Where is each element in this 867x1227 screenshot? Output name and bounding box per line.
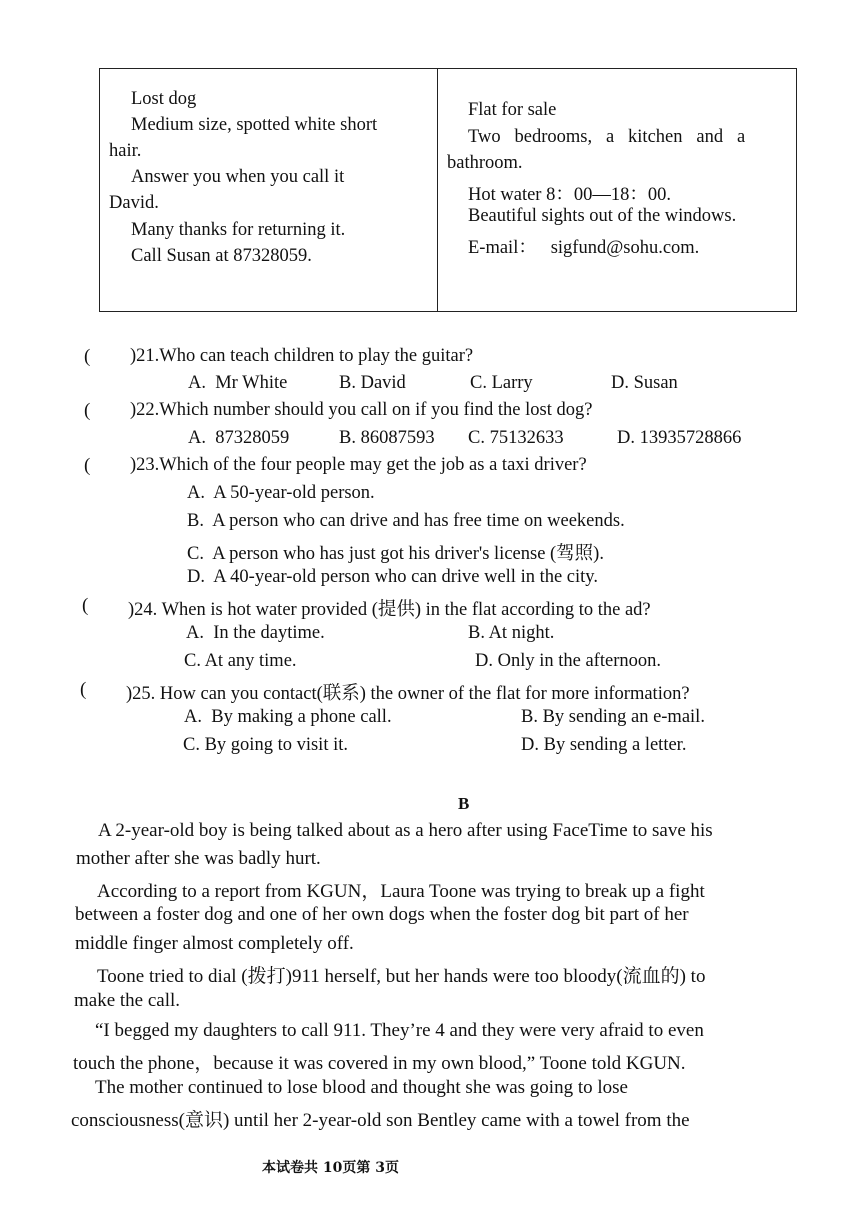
answer-paren[interactable]: ( [84, 455, 91, 476]
question-stem: )25. How can you contact(联系) the owner of the flat for more information? [126, 684, 690, 704]
option-a: A. 87328059 [188, 428, 290, 448]
question-stem: )23.Which of the four people may get the job as a taxi driver? [130, 455, 587, 475]
option-c: C. A person who has just got his driver's license (驾照). [187, 544, 604, 564]
ads-divider [437, 68, 438, 312]
option-d: D. 13935728866 [617, 428, 742, 448]
lost-dog-line: Medium size, spotted white short [131, 115, 378, 135]
passage-line: “I begged my daughters to call 911. They’re 4 and they were very afraid to even [95, 1020, 704, 1041]
lost-dog-line: hair. [109, 141, 142, 161]
option-b: B. 86087593 [339, 428, 435, 448]
question-stem: )22.Which number should you call on if you find the lost dog? [130, 400, 593, 420]
answer-paren[interactable]: ( [82, 595, 89, 616]
answer-paren[interactable]: ( [84, 400, 91, 421]
passage-line: A 2-year-old boy is being talked about as a hero after using FaceTime to save his [98, 820, 713, 841]
option-a: A. By making a phone call. [184, 707, 392, 727]
option-d: D. Only in the afternoon. [475, 651, 661, 671]
passage-line: touch the phone，because it was covered in my own blood,” Toone told KGUN. [73, 1053, 686, 1074]
lost-dog-line: Answer you when you call it [131, 167, 345, 187]
option-b: B. By sending an e-mail. [521, 707, 705, 727]
option-b: B. At night. [468, 623, 555, 643]
answer-paren[interactable]: ( [84, 346, 91, 367]
option-d: D. Susan [611, 373, 678, 393]
passage-line: consciousness(意识) until her 2-year-old son Bentley came with a towel from the [71, 1110, 690, 1131]
passage-line: between a foster dog and one of her own dogs when the foster dog bit part of her [75, 904, 689, 925]
option-c: C. Larry [470, 373, 533, 393]
flat-line: Two bedrooms, a kitchen and a [468, 127, 746, 147]
passage-line: make the call. [74, 990, 181, 1011]
passage-line: mother after she was badly hurt. [76, 848, 321, 869]
passage-line: Toone tried to dial (拨打)911 herself, but her hands were too bloody(流血的) to [97, 966, 706, 987]
option-a: A. In the daytime. [186, 623, 325, 643]
flat-line: E-mail： sigfund@sohu.com. [468, 238, 700, 258]
option-c: C. By going to visit it. [183, 735, 348, 755]
flat-line: Hot water 8：00—18：00. [468, 185, 671, 205]
passage-line: middle finger almost completely off. [75, 933, 354, 954]
ads-table [99, 68, 797, 312]
question-stem: )24. When is hot water provided (提供) in the flat according to the ad? [128, 600, 651, 620]
lost-dog-line: David. [109, 193, 159, 213]
option-a: A. Mr White [188, 373, 288, 393]
passage-line: The mother continued to lose blood and thought she was going to lose [95, 1077, 628, 1098]
option-b: B. A person who can drive and has free time on weekends. [187, 511, 625, 531]
option-c: C. At any time. [184, 651, 297, 671]
page-footer: 本试卷共 10页第 3页 [262, 1160, 399, 1176]
section-title: B [458, 794, 470, 813]
lost-dog-title: Lost dog [131, 89, 197, 109]
flat-line: Beautiful sights out of the windows. [468, 206, 737, 226]
lost-dog-line: Call Susan at 87328059. [131, 246, 312, 266]
answer-paren[interactable]: ( [80, 679, 87, 700]
flat-title: Flat for sale [468, 100, 557, 120]
option-d: D. By sending a letter. [521, 735, 687, 755]
option-a: A. A 50-year-old person. [187, 483, 375, 503]
option-d: D. A 40-year-old person who can drive well in the city. [187, 567, 598, 587]
option-c: C. 75132633 [468, 428, 564, 448]
lost-dog-line: Many thanks for returning it. [131, 220, 346, 240]
flat-line: bathroom. [447, 153, 523, 173]
question-stem: )21.Who can teach children to play the guitar? [130, 346, 474, 366]
option-b: B. David [339, 373, 406, 393]
passage-line: According to a report from KGUN，Laura Toone was trying to break up a fight [97, 881, 705, 902]
